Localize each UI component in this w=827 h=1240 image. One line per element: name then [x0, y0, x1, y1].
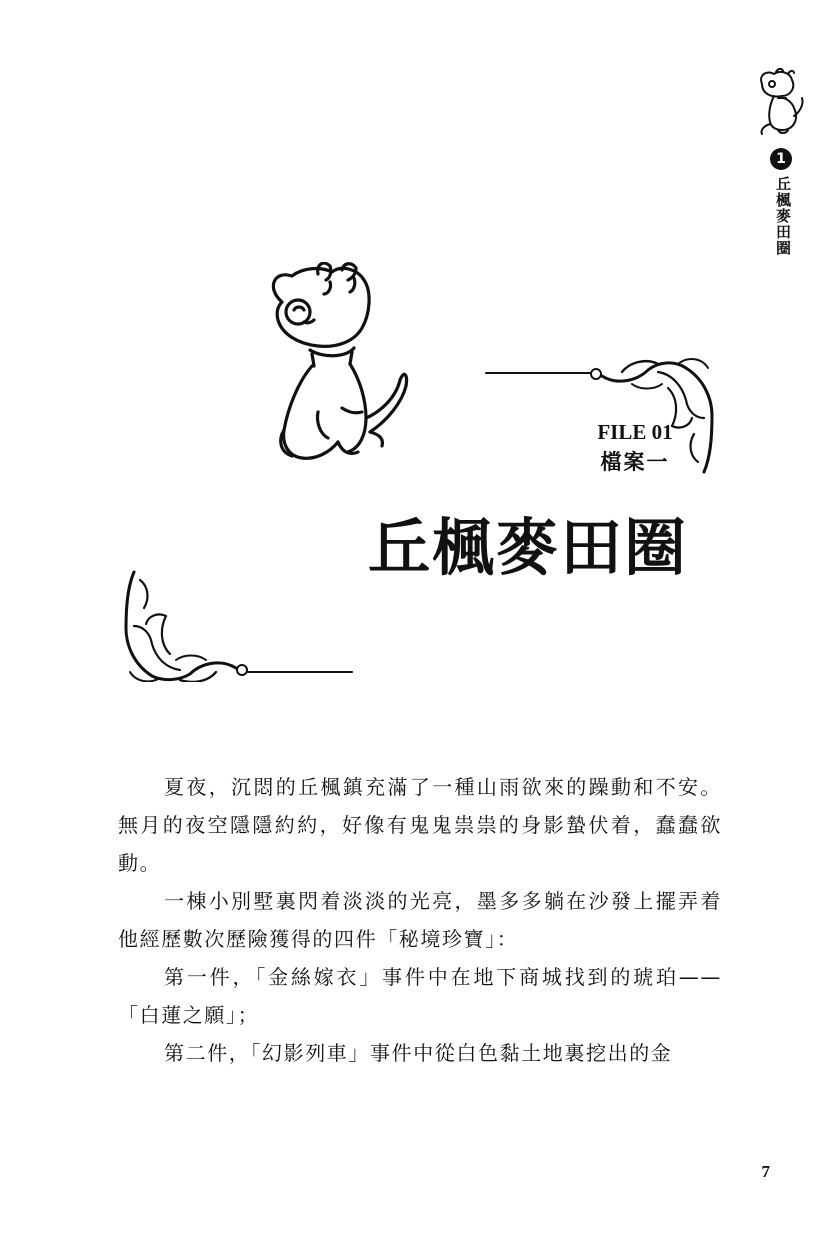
body-text [118, 768, 722, 1072]
hero-mascot-illustration [258, 262, 418, 472]
paragraph: 第一件，「金絲嫁衣」事件中在地下商城找到的琥珀——「白蓮之願」； [118, 965, 722, 1027]
chapter-title: 丘楓麥田圈 [368, 511, 689, 584]
side-chapter-title: 丘楓麥田圈 [774, 176, 792, 256]
file-label: 檔案一 [600, 450, 670, 474]
page-number: 7 [761, 1162, 770, 1181]
paragraph: 第二件，「幻影列車」事件中從白色黏土地裏挖出的金 [164, 1041, 673, 1065]
paragraph: 夏夜，沉悶的丘楓鎮充滿了一種山雨欲來的躁動和不安。無月的夜空隱隱約約，好像有鬼鬼祟祟的身影蟄伏着，蠢蠢欲動。 [118, 775, 722, 875]
file-code: FILE 01 [597, 420, 673, 444]
chapter-number-badge: 1 [770, 148, 792, 170]
ornament-bottom-left [112, 566, 356, 682]
side-mascot-illustration [752, 64, 808, 140]
paragraph: 一棟小別墅裏閃着淡淡的光亮，墨多多躺在沙發上擺弄着他經歷數次歷險獲得的四件「秘境珍寶」： [118, 889, 722, 951]
